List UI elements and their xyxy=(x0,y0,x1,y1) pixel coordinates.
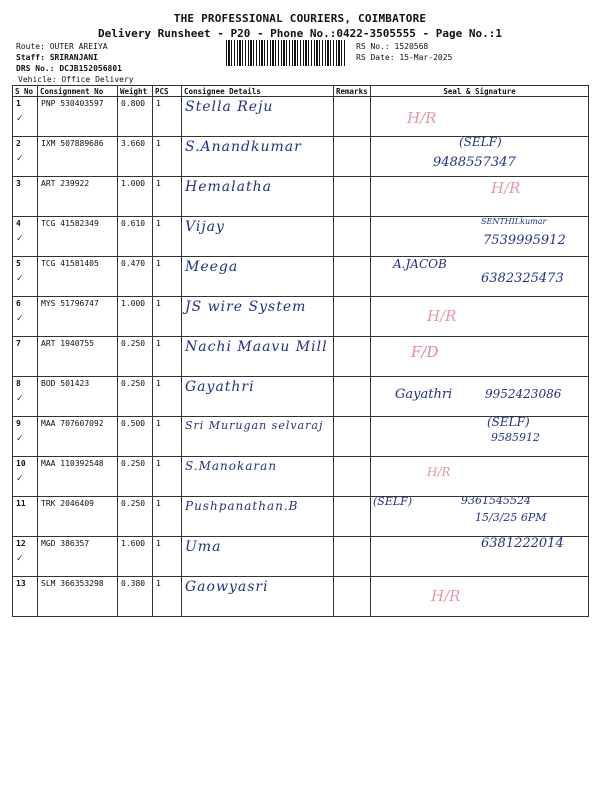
row-consignment: TCG 41582349 xyxy=(38,217,118,257)
row-sno: 1 ✓ xyxy=(13,97,38,137)
row-pcs: 1 xyxy=(153,377,182,417)
row-weight: 0.250 xyxy=(118,497,153,537)
staff-label: Staff: SRIRANJANI xyxy=(16,53,98,62)
row-pcs: 1 xyxy=(153,177,182,217)
row-sno: 3 xyxy=(13,177,38,217)
row-sno: 4 ✓ xyxy=(13,217,38,257)
row-pcs: 1 xyxy=(153,97,182,137)
hr-stamp: H/R xyxy=(407,109,437,127)
row-sno: 6 ✓ xyxy=(13,297,38,337)
row-consignment: MAA 707607092 xyxy=(38,417,118,457)
row-remarks xyxy=(334,577,371,617)
row-sno: 10 ✓ xyxy=(13,457,38,497)
self-mark: (SELF) xyxy=(459,136,502,149)
tick-mark-icon: ✓ xyxy=(16,154,24,164)
row-pcs: 1 xyxy=(153,257,182,297)
tick-mark-icon: ✓ xyxy=(16,474,24,484)
row-seal xyxy=(371,297,589,337)
phone-note: 9952423086 xyxy=(485,387,562,401)
hr-stamp: H/R xyxy=(431,587,461,605)
row-weight: 0.380 xyxy=(118,577,153,617)
vehicle-label: Vehicle: Office Delivery xyxy=(18,75,134,84)
row-remarks xyxy=(334,457,371,497)
row-weight: 0.250 xyxy=(118,377,153,417)
tick-mark-icon: ✓ xyxy=(16,394,24,404)
table-row xyxy=(13,177,589,217)
row-consignee: Gaowyasri xyxy=(182,577,334,617)
column-header: S No xyxy=(13,86,38,97)
row-consignment: PNP 530403597 xyxy=(38,97,118,137)
row-seal xyxy=(371,417,589,457)
hr-stamp: H/R xyxy=(491,179,521,197)
runsheet-subtitle: Delivery Runsheet - P20 - Phone No.:0422-3505555 - Page No.:1 xyxy=(98,27,502,40)
row-remarks xyxy=(334,337,371,377)
tick-mark-icon: ✓ xyxy=(16,554,24,564)
row-remarks xyxy=(334,137,371,177)
row-remarks xyxy=(334,217,371,257)
row-seal xyxy=(371,137,589,177)
row-sno: 12 ✓ xyxy=(13,537,38,577)
rs-date-label: RS Date: 15-Mar-2025 xyxy=(356,53,453,62)
table-row xyxy=(13,257,589,297)
row-pcs: 1 xyxy=(153,537,182,577)
row-consignment: ART 1940755 xyxy=(38,337,118,377)
phone-note: 7539995912 xyxy=(483,233,566,248)
row-consignee: Vijay xyxy=(182,217,334,257)
row-consignee: JS wire System xyxy=(182,297,334,337)
tick-mark-icon: ✓ xyxy=(16,114,24,124)
column-header: Consignment No xyxy=(38,86,118,97)
column-header: Consignee Details xyxy=(182,86,334,97)
column-header: Remarks xyxy=(334,86,371,97)
drs-no-label: DRS No.: DCJB152056801 xyxy=(16,64,122,73)
row-pcs: 1 xyxy=(153,457,182,497)
row-sno: 2 ✓ xyxy=(13,137,38,177)
signature-name: A.JACOB xyxy=(393,257,447,271)
row-consignee: Uma xyxy=(182,537,334,577)
table-row xyxy=(13,337,589,377)
row-pcs: 1 xyxy=(153,417,182,457)
date-note: 15/3/25 6PM xyxy=(475,511,547,524)
row-remarks xyxy=(334,537,371,577)
row-seal xyxy=(371,577,589,617)
table-row xyxy=(13,297,589,337)
row-pcs: 1 xyxy=(153,217,182,257)
row-consignment: IXM 507889686 xyxy=(38,137,118,177)
table-row xyxy=(13,457,589,497)
tick-mark-icon: ✓ xyxy=(16,274,24,284)
row-weight: 0.610 xyxy=(118,217,153,257)
row-consignment: ART 239922 xyxy=(38,177,118,217)
tick-mark-icon: ✓ xyxy=(16,434,24,444)
self-mark: (SELF) xyxy=(487,416,530,429)
row-remarks xyxy=(334,497,371,537)
column-header: Weight xyxy=(118,86,153,97)
row-seal xyxy=(371,217,589,257)
rs-no-label: RS No.: 1520568 xyxy=(356,42,429,51)
row-consignee: Pushpanathan.B xyxy=(182,497,334,537)
row-sno: 7 xyxy=(13,337,38,377)
row-seal xyxy=(371,177,589,217)
row-pcs: 1 xyxy=(153,497,182,537)
phone-note: 9488557347 xyxy=(433,155,516,170)
signature-name: Gayathri xyxy=(395,387,453,402)
row-consignment: MYS 51796747 xyxy=(38,297,118,337)
runsheet-table xyxy=(12,85,589,617)
row-sno: 11 xyxy=(13,497,38,537)
table-row xyxy=(13,497,589,537)
row-consignment: TRK 2046409 xyxy=(38,497,118,537)
phone-note: 6382325473 xyxy=(481,271,564,286)
hr-stamp: H/R xyxy=(427,307,457,325)
row-consignment: TCG 41581405 xyxy=(38,257,118,297)
phone-note: 9585912 xyxy=(491,431,540,444)
row-seal xyxy=(371,457,589,497)
row-weight: 1.000 xyxy=(118,297,153,337)
phone-note: 9361545524 xyxy=(461,496,531,507)
column-header: PCS xyxy=(153,86,182,97)
row-seal xyxy=(371,537,589,577)
column-header: Seal & Signature xyxy=(371,86,589,97)
row-sno: 8 ✓ xyxy=(13,377,38,417)
row-seal xyxy=(371,97,589,137)
self-mark: (SELF) xyxy=(373,496,413,508)
row-weight: 3.660 xyxy=(118,137,153,177)
table-header-row xyxy=(13,86,589,97)
barcode-icon xyxy=(226,40,346,66)
table-row xyxy=(13,417,589,457)
table-row xyxy=(13,377,589,417)
row-consignee: S.Anandkumar xyxy=(182,137,334,177)
row-consignment: BOD 501423 xyxy=(38,377,118,417)
row-sno: 5 ✓ xyxy=(13,257,38,297)
row-seal xyxy=(371,337,589,377)
row-consignee: Hemalatha xyxy=(182,177,334,217)
row-weight: 0.800 xyxy=(118,97,153,137)
row-pcs: 1 xyxy=(153,337,182,377)
row-consignment: MGD 386357 xyxy=(38,537,118,577)
row-weight: 0.470 xyxy=(118,257,153,297)
phone-note: 6381222014 xyxy=(481,536,564,551)
table-row xyxy=(13,577,589,617)
row-weight: 0.250 xyxy=(118,337,153,377)
fr-stamp: F/D xyxy=(411,343,439,361)
row-consignee: Stella Reju xyxy=(182,97,334,137)
row-weight: 0.500 xyxy=(118,417,153,457)
row-pcs: 1 xyxy=(153,577,182,617)
row-sno: 9 ✓ xyxy=(13,417,38,457)
row-remarks xyxy=(334,417,371,457)
row-weight: 1.600 xyxy=(118,537,153,577)
table-row xyxy=(13,97,589,137)
row-consignment: SLM 366353298 xyxy=(38,577,118,617)
route-label: Route: OUTER AREIYA xyxy=(16,42,108,51)
row-consignee: Meega xyxy=(182,257,334,297)
row-weight: 1.000 xyxy=(118,177,153,217)
tick-mark-icon: ✓ xyxy=(16,314,24,324)
runsheet-title: THE PROFESSIONAL COURIERS, COIMBATORE xyxy=(173,12,427,25)
row-remarks xyxy=(334,257,371,297)
senthil-note: SENTHILkumar xyxy=(481,217,547,226)
row-consignee: Nachi Maavu Mill xyxy=(182,337,334,377)
row-sno: 13 xyxy=(13,577,38,617)
row-weight: 0.250 xyxy=(118,457,153,497)
tick-mark-icon: ✓ xyxy=(16,234,24,244)
table-row xyxy=(13,217,589,257)
table-row xyxy=(13,537,589,577)
row-pcs: 1 xyxy=(153,297,182,337)
row-consignee: S.Manokaran xyxy=(182,457,334,497)
hr-stamp: H/R xyxy=(427,465,451,479)
row-remarks xyxy=(334,97,371,137)
row-pcs: 1 xyxy=(153,137,182,177)
row-consignee: Sri Murugan selvaraj xyxy=(182,417,334,457)
row-seal xyxy=(371,377,589,417)
row-remarks xyxy=(334,177,371,217)
row-consignment: MAA 110392548 xyxy=(38,457,118,497)
row-remarks xyxy=(334,297,371,337)
row-consignee: Gayathri xyxy=(182,377,334,417)
table-row xyxy=(13,137,589,177)
row-seal xyxy=(371,257,589,297)
row-remarks xyxy=(334,377,371,417)
row-seal xyxy=(371,497,589,537)
